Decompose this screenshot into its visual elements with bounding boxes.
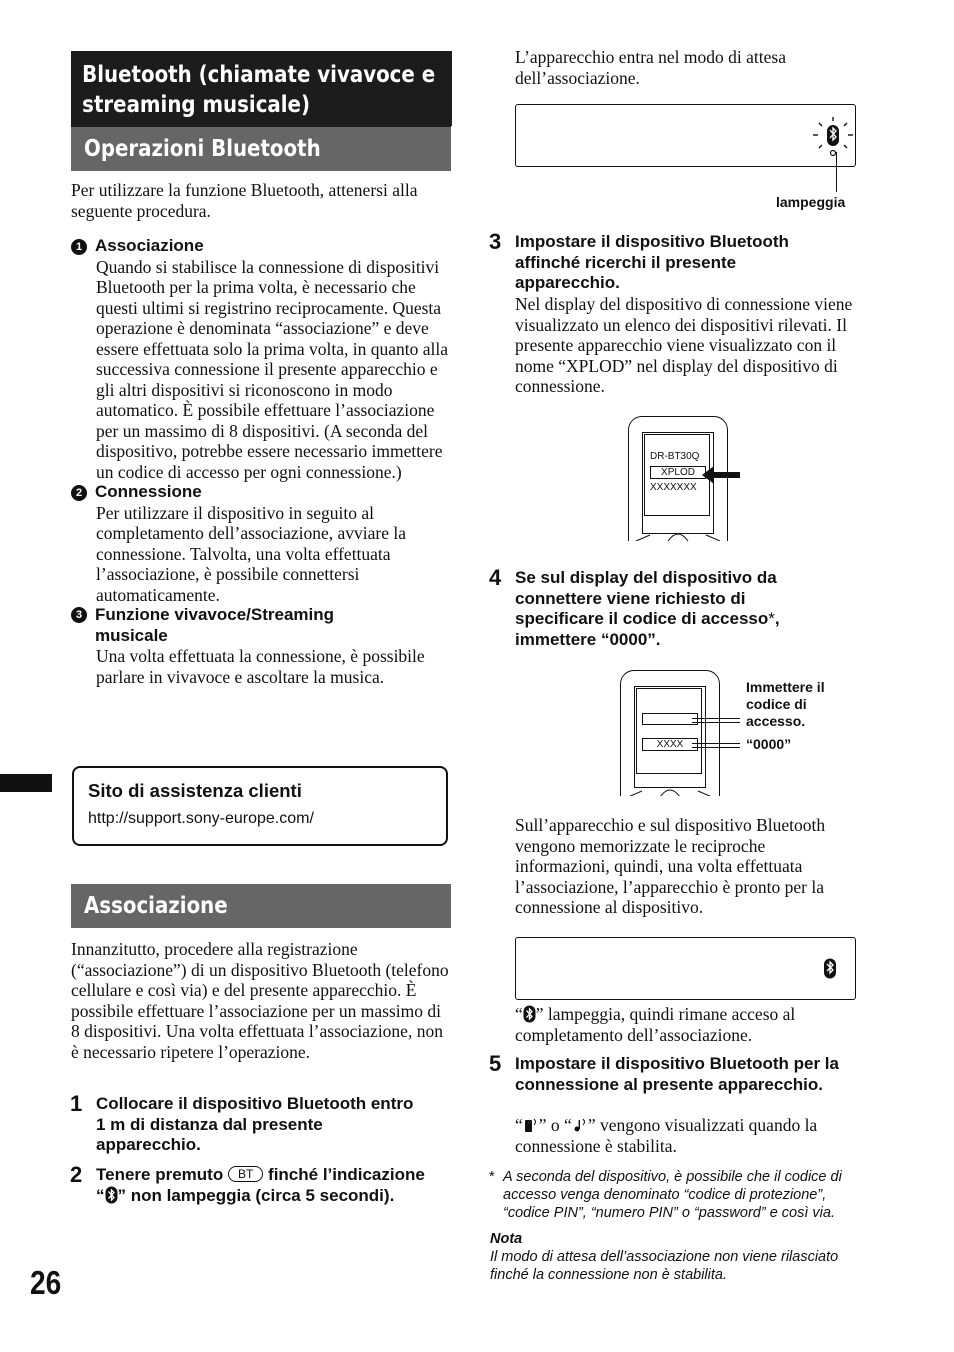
list-item: [71, 605, 451, 687]
passcode-input[interactable]: XXXX: [642, 738, 698, 751]
number-badge: 3: [71, 607, 87, 623]
item-body: Per utilizzare il dispositivo in seguito al completamento dell’associazione, avviare la connessione. Talvolta, una volta effettuata l’associazione, è possibile connettersi automaticamente.: [96, 502, 407, 605]
item-title: Associazione: [95, 236, 204, 255]
lampeggia-label: lampeggia: [776, 194, 846, 210]
step-title: Impostare il dispositivo Bluetooth per la connessione al presente apparecchio.: [515, 1054, 839, 1094]
bluetooth-icon: [523, 1005, 536, 1023]
item-body: Quando si stabilisce la connessione di dispositivi Bluetooth per la prima volta, è necessario che questi ultimi si registrino reciprocamente. Questa operazione è denominata “associazione” e deve essere effettuata solo la prima volta, in quanto alla successiva connessione il presente apparecchio e gli altri dispositivi si riconoscono in modo automatico. È possibile effettuare l’associazione per un massimo di 8 dispositivi. (A seconda del dispositivo, potrebbe essere necessario immettere un codice di accesso per ogni connessione.): [96, 256, 448, 482]
section-header-associazione: [71, 884, 451, 928]
step-text-part: Tenere premuto: [96, 1165, 224, 1184]
support-box: [72, 766, 448, 846]
phone-illustration: [620, 670, 720, 796]
callout-line: [836, 152, 837, 192]
step-number: 3: [489, 229, 502, 254]
step-body: Nel display del dispositivo di connessione viene visualizzato un elenco dei dispositivi rilevati. Il presente apparecchio viene visualizzato con il nome “XPLOD” nel display del dispositivo di connessione.: [515, 294, 853, 396]
pairing-wait-text: L’apparecchio entra nel modo di attesa dell’associazione.: [515, 47, 786, 88]
section-title: Associazione: [84, 893, 228, 919]
item-body: Una volta effettuata la connessione, è possibile parlare in vivavoce e ascoltare la musica.: [96, 646, 425, 687]
device-list-item-selected: XPLOD: [650, 466, 706, 479]
device-list-item: XXXXXXX: [650, 482, 697, 493]
note-text: Il modo di attesa dell’associazione non viene rilasciato finché la connessione non è stabilita.: [490, 1249, 839, 1283]
intro-paragraph: Per utilizzare la funzione Bluetooth, attenersi alla seguente procedura.: [71, 180, 418, 221]
assoc-intro: Innanzitutto, procedere alla registrazione (“associazione”) di un dispositivo Bluetooth (telefono cellulare e così via) e del presente apparecchio. È possibile effettuare l’associazione per un massimo di 8 dispositivi. Una volta effettuata l’associazione, non è necessario ripetere l’operazione.: [71, 939, 449, 1062]
text-part: ” lampeggia, quindi rimane acceso al completamento dell’associazione.: [515, 1004, 796, 1045]
item-title: Funzione vivavoce/Streaming musicale: [95, 605, 335, 645]
step-text-part: finché l’indicazione “: [96, 1165, 425, 1205]
step-title-part: , immettere “0000”.: [515, 609, 780, 649]
text-part: “: [515, 1115, 523, 1135]
support-url[interactable]: http://support.sony-europe.com/: [88, 810, 314, 827]
footnote: A seconda del dispositivo, è possibile che il codice di accesso venga denominato “codice di protezione”, “codice PIN”, “numero PIN” o “password” e così via.: [503, 1169, 842, 1221]
passcode-prompt-field: [642, 713, 698, 725]
callout-line: [692, 718, 740, 723]
handsfree-phone-icon: [523, 1117, 539, 1133]
step-body: [515, 1115, 860, 1156]
section-title: Bluetooth (chiamate vivavoce e streaming musicale): [71, 51, 452, 126]
procedure-list: [71, 236, 451, 687]
callout-line: [692, 743, 740, 748]
subsection-header: [71, 127, 451, 171]
step-text: Collocare il dispositivo Bluetooth entro 1 m di distanza dal presente apparecchio.: [96, 1094, 414, 1154]
step-text-part: ” non lampeggia (circa 5 secondi).: [117, 1185, 395, 1205]
unit-display: [515, 937, 856, 1000]
number-badge: 2: [71, 485, 87, 501]
step-number: 1: [70, 1091, 83, 1116]
text-part: “: [515, 1004, 523, 1024]
subsection-title: Operazioni Bluetooth: [84, 136, 321, 162]
step-number: 5: [489, 1051, 502, 1076]
footnote-mark: *: [489, 1169, 495, 1185]
bt-key: BT: [228, 1166, 263, 1182]
step-title: Impostare il dispositivo Bluetooth affinché ricerchi il presente apparecchio.: [515, 232, 789, 292]
bluetooth-icon: [105, 1186, 118, 1204]
support-title: Sito di assistenza clienti: [88, 780, 302, 801]
text-part: ” o “: [538, 1115, 572, 1135]
text-part: ” vengono visualizzati quando la connessione è stabilita.: [515, 1115, 818, 1156]
device-list-item: DR-BT30Q: [650, 451, 700, 462]
memorized-text: Sull’apparecchio e sul dispositivo Bluetooth vengono memorizzate le reciproche informazioni, quindi, una volta effettuata l’associazione, l’apparecchio è pronto per la connessione al dispositivo.: [515, 815, 826, 917]
step-title-part: Se sul display del dispositivo da connettere viene richiesto di specificare il codice di accesso: [515, 568, 777, 628]
asterisk: *: [768, 609, 775, 628]
list-item: [71, 482, 451, 605]
callout-label: Immettere il codice di accesso.: [746, 679, 825, 729]
note-title: Nota: [490, 1231, 523, 1247]
step-number: 4: [489, 565, 502, 590]
list-item: [71, 236, 451, 482]
section-header-dark: [71, 51, 451, 127]
step-text: [96, 1165, 426, 1206]
blink-text: [515, 1004, 855, 1045]
number-badge: 1: [71, 239, 87, 255]
page-number: 26: [30, 1264, 62, 1301]
side-tab: [0, 774, 52, 792]
bluetooth-icon: [823, 958, 837, 979]
arrow-icon: [700, 464, 742, 486]
step-title: [515, 568, 835, 650]
music-streaming-icon: [572, 1117, 588, 1133]
item-title: Connessione: [95, 482, 202, 501]
bluetooth-blinking-icon: [811, 115, 855, 159]
callout-label: “0000”: [746, 736, 792, 752]
step-number: 2: [70, 1162, 83, 1187]
unit-display: [515, 104, 856, 167]
